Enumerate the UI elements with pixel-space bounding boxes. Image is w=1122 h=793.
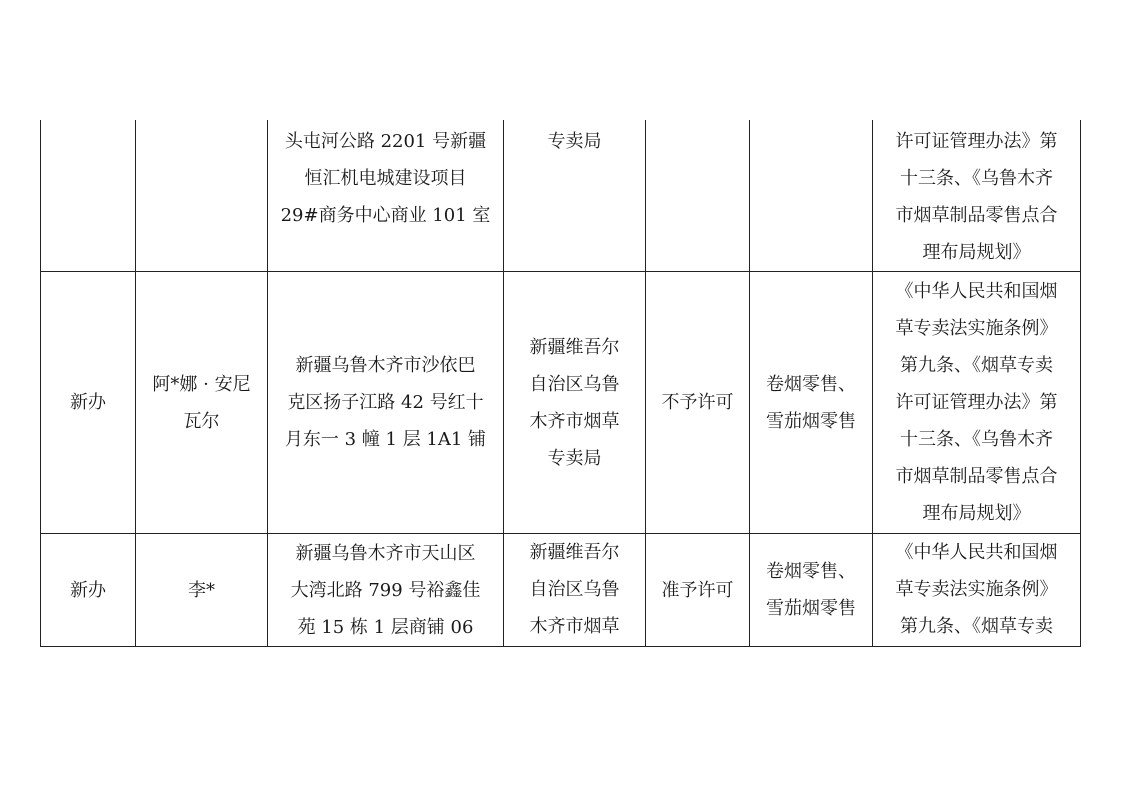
decision-cell: 准予许可 [646, 534, 750, 647]
applicant-cell [136, 120, 268, 272]
decision-cell [646, 120, 750, 272]
basis-cell: 《中华人民共和国烟 草专卖法实施条例》 第九条、《烟草专卖 [873, 534, 1081, 647]
scope-cell: 卷烟零售、 雪茄烟零售 [750, 272, 873, 534]
license-table [40, 120, 1081, 647]
table-row [41, 534, 1081, 647]
authority-cell: 新疆维吾尔 自治区乌鲁 木齐市烟草 专卖局 [504, 272, 646, 534]
type-cell: 新办 [41, 272, 136, 534]
type-cell [41, 120, 136, 272]
basis-cell: 许可证管理办法》第 十三条、《乌鲁木齐 市烟草制品零售点合 理布局规划》 [873, 120, 1081, 272]
address-cell: 新疆乌鲁木齐市天山区 大湾北路 799 号裕鑫佳 苑 15 栋 1 层商铺 06 [268, 534, 504, 647]
decision-cell: 不予许可 [646, 272, 750, 534]
address-cell: 新疆乌鲁木齐市沙依巴 克区扬子江路 42 号红十 月东一 3 幢 1 层 1A1 铺 [268, 272, 504, 534]
address-cell: 头屯河公路 2201 号新疆 恒汇机电城建设项目 29#商务中心商业 101 室 [268, 120, 504, 272]
applicant-cell: 阿*娜 · 安尼 瓦尔 [136, 272, 268, 534]
authority-cell: 专卖局 [504, 120, 646, 272]
scope-cell [750, 120, 873, 272]
table-row [41, 272, 1081, 534]
scope-cell: 卷烟零售、 雪茄烟零售 [750, 534, 873, 647]
applicant-cell: 李* [136, 534, 268, 647]
type-cell: 新办 [41, 534, 136, 647]
authority-cell: 新疆维吾尔 自治区乌鲁 木齐市烟草 [504, 534, 646, 647]
basis-cell: 《中华人民共和国烟 草专卖法实施条例》 第九条、《烟草专卖 许可证管理办法》第 十三条、《乌鲁木齐 市烟草制品零售点合 理布局规划》 [873, 272, 1081, 534]
table-row [41, 120, 1081, 272]
